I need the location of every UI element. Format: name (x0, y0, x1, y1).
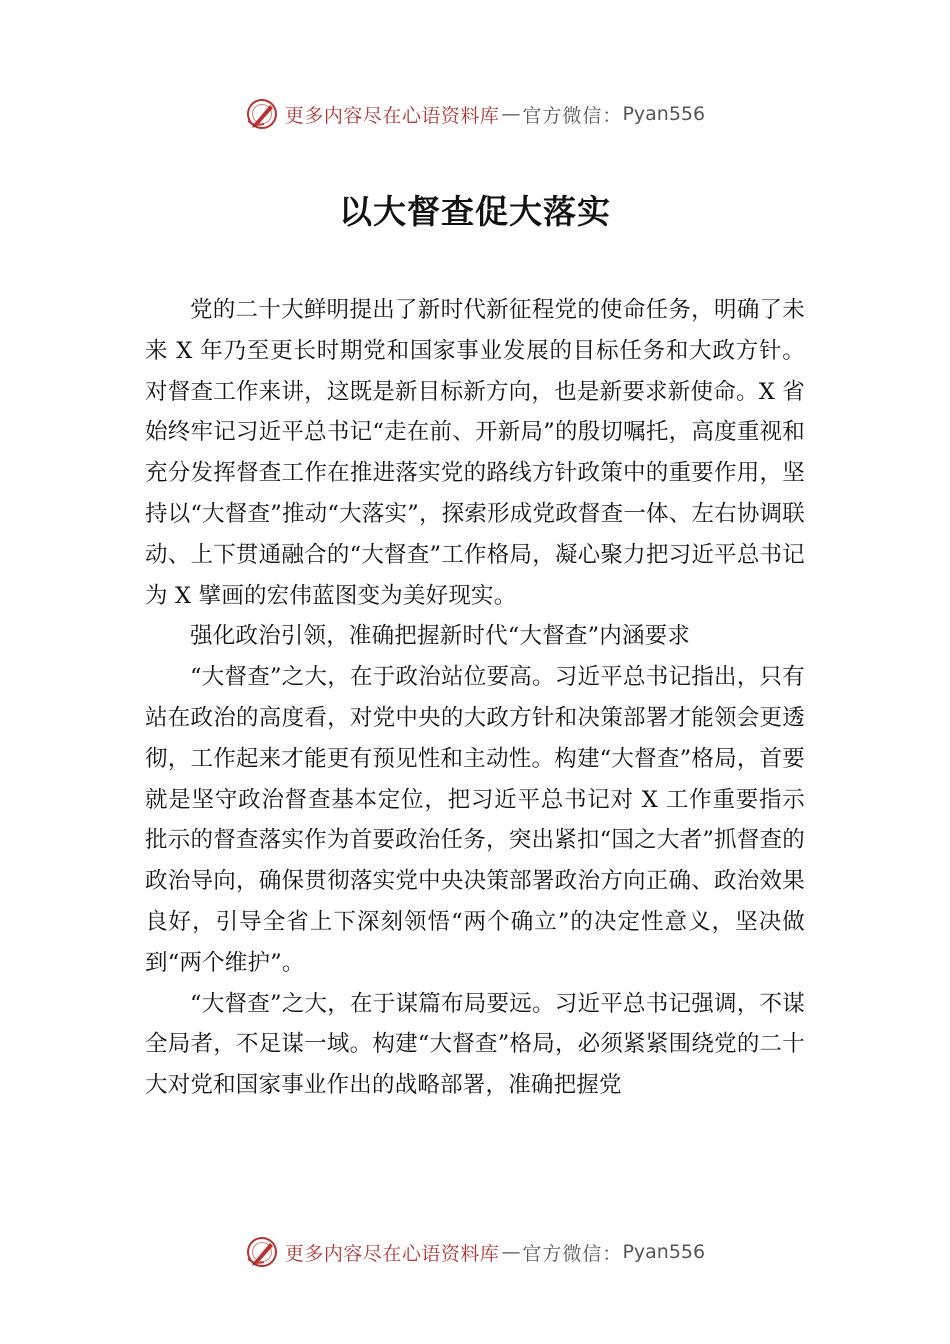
paragraph: 党的二十大鲜明提出了新时代新征程党的使命任务，明确了未来 X 年乃至更长时期党和国家事业发展的目标任务和大政方针。对督查工作来讲，这既是新目标新方向，也是新要求新使命。X 省始终牢记习近平总书记“走在前、开新局”的殷切嘱托，高度重视和充分发挥督查工作在推进落实党的路线方针政策中的重要作用，坚持以“大督查”推动“大落实”，探索形成党政督查一体、左右协调联动、上下贯通融合的“大督查”工作格局，凝心聚力把习近平总书记为 X 擘画的宏伟蓝图变为美好现实。 (145, 297, 805, 609)
paragraph: “大督查”之大，在于政治站位要高。习近平总书记指出，只有站在政治的高度看，对党中央的大政方针和决策部署才能领会更透彻，工作起来才能更有预见性和主动性。构建“大督查”格局，首要就是坚守政治督查基本定位，把习近平总书记对 X 工作重要指示批示的督查落实作为首要政治任务，突出紧扣“国之大者”抓督查的政治导向，确保贯彻落实党中央决策部署政治方向正确、政治效果良好，引导全省上下深刻领悟“两个确立”的决定性意义，坚决做到“两个维护”。 (145, 664, 805, 976)
header-watermark (0, 94, 950, 134)
footer-wechat-id: Pyan556 (622, 1241, 706, 1263)
header-banner-text: 更多内容尽在心语资料库 (284, 104, 500, 127)
document-title: 以大督查促大落实 (339, 192, 611, 231)
paragraph: “大督查”之大，在于谋篇布局要远。习近平总书记强调，不谋全局者，不足谋一域。构建“大督查”格局，必须紧紧围绕党的二十大对党和国家事业作出的战略部署，准确把握党 (145, 990, 805, 1099)
section-heading: 强化政治引领，准确把握新时代“大督查”内涵要求 (190, 623, 691, 650)
pen-logo-icon (245, 1235, 279, 1269)
footer-wechat-label: 官方微信： (522, 1242, 623, 1265)
header-separator: — (501, 103, 521, 125)
pen-logo-icon (245, 97, 279, 131)
footer-separator: — (501, 1241, 521, 1263)
header-wechat-label: 官方微信： (522, 104, 623, 127)
header-wechat-id: Pyan556 (622, 103, 706, 125)
footer-banner-text: 更多内容尽在心语资料库 (284, 1242, 500, 1265)
document-body (145, 290, 805, 1106)
footer-watermark (0, 1232, 950, 1272)
